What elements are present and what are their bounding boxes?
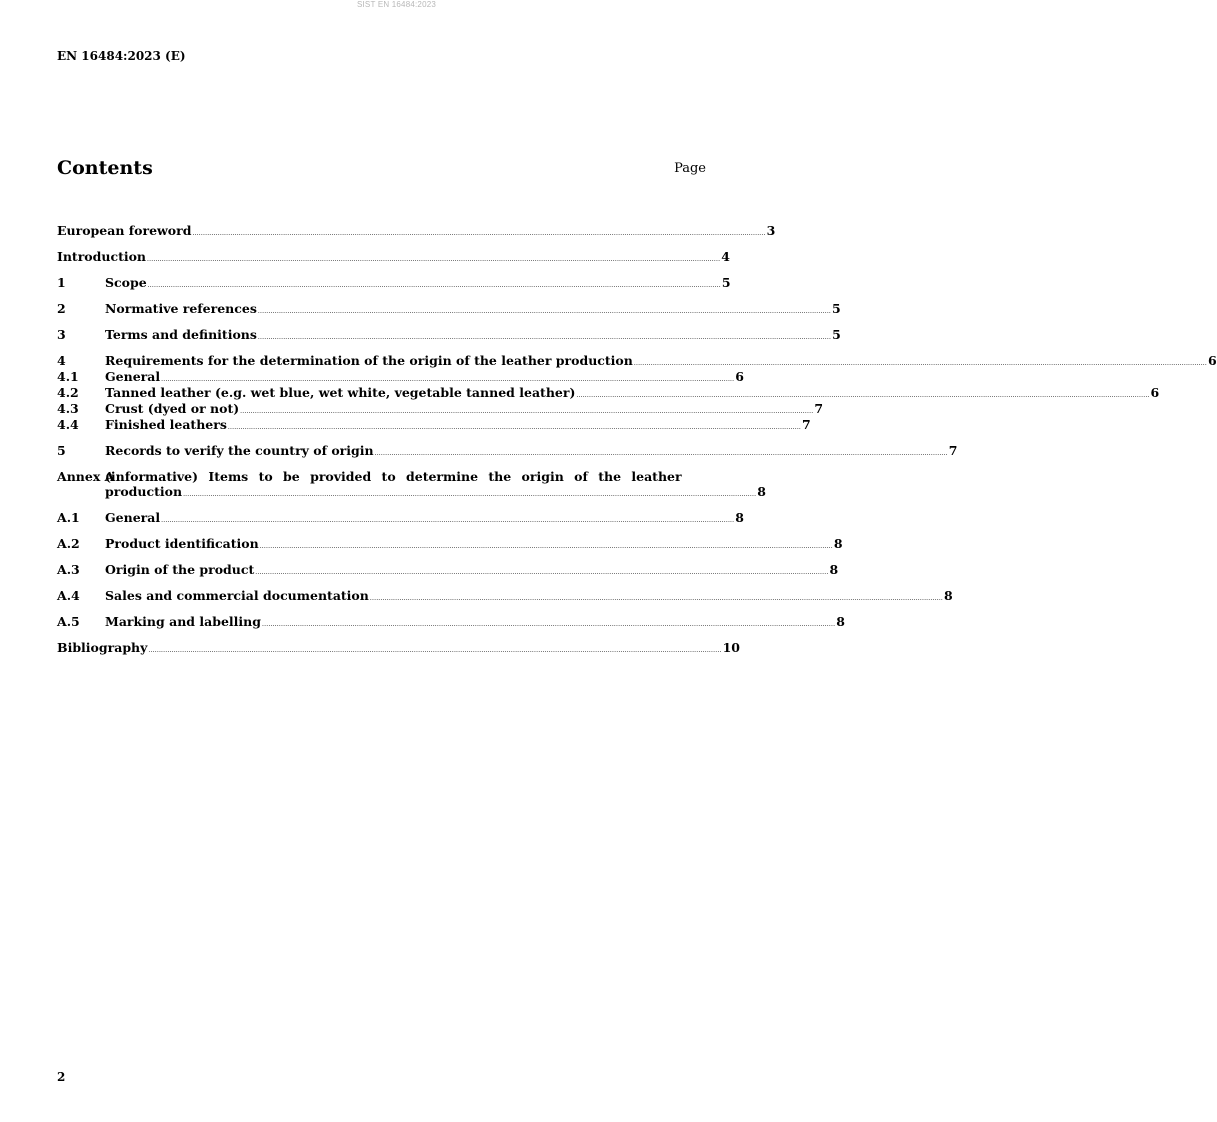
toc-entry-title: European foreword: [57, 223, 192, 238]
page-number: 2: [57, 1070, 66, 1084]
leader-dots: ................................................................................................................................................................................................................................................................................: [183, 491, 757, 498]
toc-entry-number: 4.3: [57, 401, 79, 416]
leader-dots: ................................................................................................................................................................................................................................................................................: [576, 392, 1150, 399]
toc-entry-title: Finished leathers: [105, 417, 227, 432]
contents-heading: Contents: [57, 157, 153, 179]
toc-entry-title: Introduction: [57, 249, 147, 264]
leader-dots: ................................................................................................................................................................................................................................................................................: [255, 569, 829, 576]
document-id: EN 16484:2023 (E): [57, 49, 186, 63]
toc-entry-number: A.5: [57, 614, 80, 629]
toc-entry-4-1-general[interactable]: [57, 369, 744, 385]
toc-entry-title-continued: production: [105, 484, 183, 499]
toc-entry-title: Product identification: [105, 536, 259, 551]
leader-dots: ................................................................................................................................................................................................................................................................................: [147, 256, 721, 263]
toc-entry-number: 1: [57, 275, 66, 290]
toc-entry-page: 7: [814, 401, 824, 416]
leader-dots: ................................................................................................................................................................................................................................................................................: [148, 647, 722, 654]
toc-entry-title: Terms and definitions: [105, 327, 257, 342]
leader-dots: ................................................................................................................................................................................................................................................................................: [240, 408, 814, 415]
table-of-contents: [57, 223, 1217, 656]
toc-entry-foreword[interactable]: [57, 223, 776, 239]
toc-entry-page: 8: [757, 484, 766, 499]
toc-entry-title: Sales and commercial documentation: [105, 588, 369, 603]
toc-entry-page: 10: [722, 640, 740, 655]
toc-entry-page: 7: [948, 443, 958, 458]
toc-entry-title: General: [105, 510, 161, 525]
toc-entry-number: 4: [57, 353, 66, 368]
toc-entry-a-5-marking-labelling[interactable]: [57, 614, 845, 630]
toc-entry-a-3-origin-of-product[interactable]: [57, 562, 839, 578]
toc-entry-4-2-tanned-leather[interactable]: [57, 385, 1160, 401]
toc-entry-4-4-finished-leathers[interactable]: [57, 417, 811, 433]
toc-entry-number: A.2: [57, 536, 80, 551]
leader-dots: ................................................................................................................................................................................................................................................................................: [227, 424, 802, 431]
watermark: SIST EN 16484:2023: [356, 0, 437, 9]
toc-entry-title: Crust (dyed or not): [105, 401, 240, 416]
toc-entry-a-2-product-identification[interactable]: [57, 536, 843, 552]
toc-entry-page: 8: [944, 588, 953, 603]
toc-entry-number: 4.2: [57, 385, 79, 400]
toc-entry-page: 4: [721, 249, 730, 264]
toc-entry-page: 6: [735, 369, 744, 384]
toc-entry-title: Tanned leather (e.g. wet blue, wet white, vegetable tanned leather): [105, 385, 576, 400]
toc-entry-4-3-crust[interactable]: [57, 401, 824, 417]
toc-entry-page: 8: [829, 562, 839, 577]
toc-entry-introduction[interactable]: [57, 249, 730, 265]
toc-entry-page: 8: [833, 536, 843, 551]
toc-entry-page: 5: [832, 327, 841, 342]
toc-entry-title: Scope: [105, 275, 147, 290]
toc-entry-title: Requirements for the determination of the origin of the leather production: [105, 353, 633, 368]
toc-entry-page: 8: [735, 510, 744, 525]
toc-entry-number: 5: [57, 443, 66, 458]
toc-entry-scope[interactable]: [57, 275, 731, 291]
toc-entry-records[interactable]: [57, 443, 958, 459]
toc-entry-a-4-sales-documentation[interactable]: [57, 588, 953, 604]
leader-dots: ................................................................................................................................................................................................................................................................................: [192, 230, 766, 237]
toc-entry-number: A.3: [57, 562, 80, 577]
toc-entry-number: 4.4: [57, 417, 79, 432]
toc-entry-page: 6: [1208, 353, 1217, 368]
toc-entry-a-1-general[interactable]: [57, 510, 744, 526]
toc-entry-requirements[interactable]: [57, 353, 1217, 369]
leader-dots: ................................................................................................................................................................................................................................................................................: [257, 334, 832, 341]
leader-dots: ................................................................................................................................................................................................................................................................................: [374, 450, 948, 457]
leader-dots: ................................................................................................................................................................................................................................................................................: [262, 621, 836, 628]
toc-entry-number: 4.1: [57, 369, 79, 384]
toc-entry-title: (informative) Items to be provided to determine the origin of the leather: [105, 469, 682, 484]
toc-entry-annex-a[interactable]: [57, 469, 766, 500]
toc-entry-page: 5: [721, 275, 731, 290]
toc-entry-title: Origin of the product: [105, 562, 255, 577]
toc-entry-number: 3: [57, 327, 66, 342]
toc-entry-page: 8: [836, 614, 845, 629]
leader-dots: ................................................................................................................................................................................................................................................................................: [259, 543, 833, 550]
toc-entry-number: A.4: [57, 588, 80, 603]
toc-entry-title: Marking and labelling: [105, 614, 262, 629]
toc-entry-title: General: [105, 369, 161, 384]
toc-entry-title: Bibliography: [57, 640, 148, 655]
toc-entry-normative-references[interactable]: [57, 301, 841, 317]
toc-entry-page: 7: [802, 417, 811, 432]
toc-entry-title: Records to verify the country of origin: [105, 443, 374, 458]
leader-dots: ................................................................................................................................................................................................................................................................................: [161, 376, 735, 383]
leader-dots: ................................................................................................................................................................................................................................................................................: [147, 282, 721, 289]
leader-dots: ................................................................................................................................................................................................................................................................................: [369, 595, 944, 602]
toc-entry-number: A.1: [57, 510, 80, 525]
toc-entry-number: 2: [57, 301, 66, 316]
leader-dots: ................................................................................................................................................................................................................................................................................: [257, 308, 832, 315]
toc-entry-title: Normative references: [105, 301, 257, 316]
toc-entry-bibliography[interactable]: [57, 640, 740, 656]
toc-entry-terms-and-definitions[interactable]: [57, 327, 841, 343]
toc-entry-page: 5: [832, 301, 841, 316]
page-column-label: Page: [674, 161, 706, 176]
leader-dots: ................................................................................................................................................................................................................................................................................: [633, 360, 1208, 367]
leader-dots: ................................................................................................................................................................................................................................................................................: [161, 517, 735, 524]
toc-entry-number: Annex A: [57, 469, 115, 484]
toc-entry-page: 3: [766, 223, 776, 238]
toc-entry-page: 6: [1150, 385, 1160, 400]
